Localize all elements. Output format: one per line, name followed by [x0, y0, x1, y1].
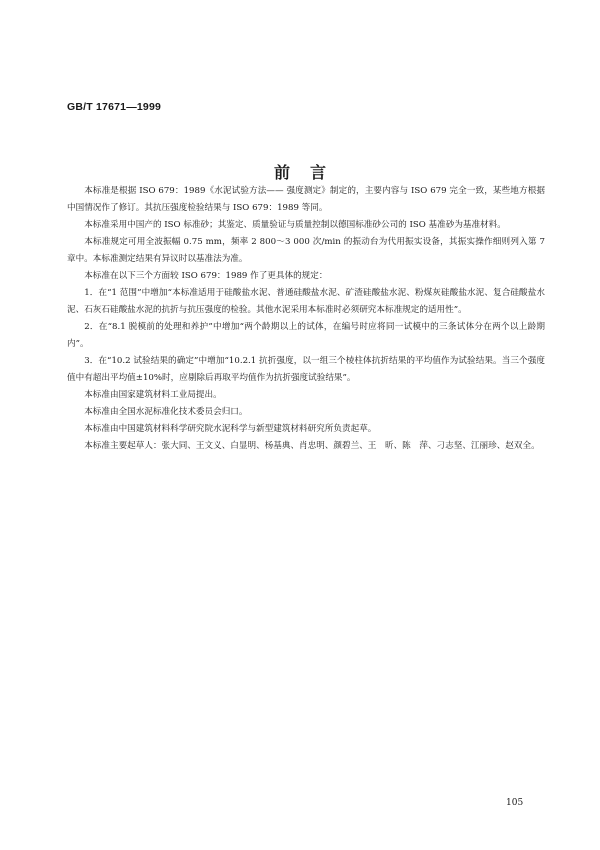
paragraph-difference-3: 3．在“10.2 试验结果的确定”中增加“10.2.1 抗折强度，以一组三个棱柱体抗折结果的平均值作为试验结果。当三个强度值中有超出平均值±10%时，应剔除后再取平均值作为抗折强度试验结果”。 — [67, 356, 545, 383]
paragraph-centralized-by: 本标准由全国水泥标准化技术委员会归口。 — [84, 407, 248, 417]
paragraph-proposed-by: 本标准由国家建筑材料工业局提出。 — [84, 390, 222, 400]
standard-code: GB/T 17671—1999 — [67, 101, 162, 113]
paragraph-differences-intro: 本标准在以下三个方面较 ISO 679：1989 作了更具体的规定： — [84, 271, 328, 281]
paragraph-standard-sand: 本标准采用中国产的 ISO 标准砂；其鉴定、质量验证与质量控制以德国标准砂公司的 ISO 基准砂为基准材料。 — [84, 220, 506, 230]
paragraph-difference-1: 1．在“1 范围”中增加“本标准适用于硅酸盐水泥、普通硅酸盐水泥、矿渣硅酸盐水泥、粉煤灰硅酸盐水泥、复合硅酸盐水泥、石灰石硅酸盐水泥的抗折与抗压强度的检验。其他水泥采用本标准时必须研究本标准规定的适用性”。 — [67, 288, 545, 315]
page-title: 前言 — [273, 163, 346, 182]
paragraph-basis: 本标准是根据 ISO 679：1989《水泥试验方法—— 强度测定》制定的，主要内容与 ISO 679 完全一致，某些地方根据中国情况作了修订。其抗压强度检验结果与 ISO 679：1989 等同。 — [67, 186, 545, 213]
paragraph-vibration-table: 本标准规定可用全波振幅 0.75 mm，频率 2 800～3 000 次/min 的振动台为代用振实设备，其振实操作细则列入第 7 章中。本标准测定结果有异议时以基准法为准。 — [67, 237, 545, 264]
paragraph-drafted-by: 本标准由中国建筑材料科学研究院水泥科学与新型建筑材料研究所负责起草。 — [84, 424, 377, 434]
paragraph-drafters: 本标准主要起草人：张大同、王文义、白显明、杨基典、肖忠明、颜碧兰、王 昕、陈 萍、刁志坚、江丽珍、赵双全。 — [84, 441, 540, 451]
page-number: 105 — [506, 798, 524, 808]
preface-body — [67, 183, 545, 455]
paragraph-difference-2: 2．在“8.1 脱模前的处理和养护”中增加“两个龄期以上的试体，在编号时应将同一试模中的三条试体分在两个以上龄期内”。 — [67, 322, 545, 349]
